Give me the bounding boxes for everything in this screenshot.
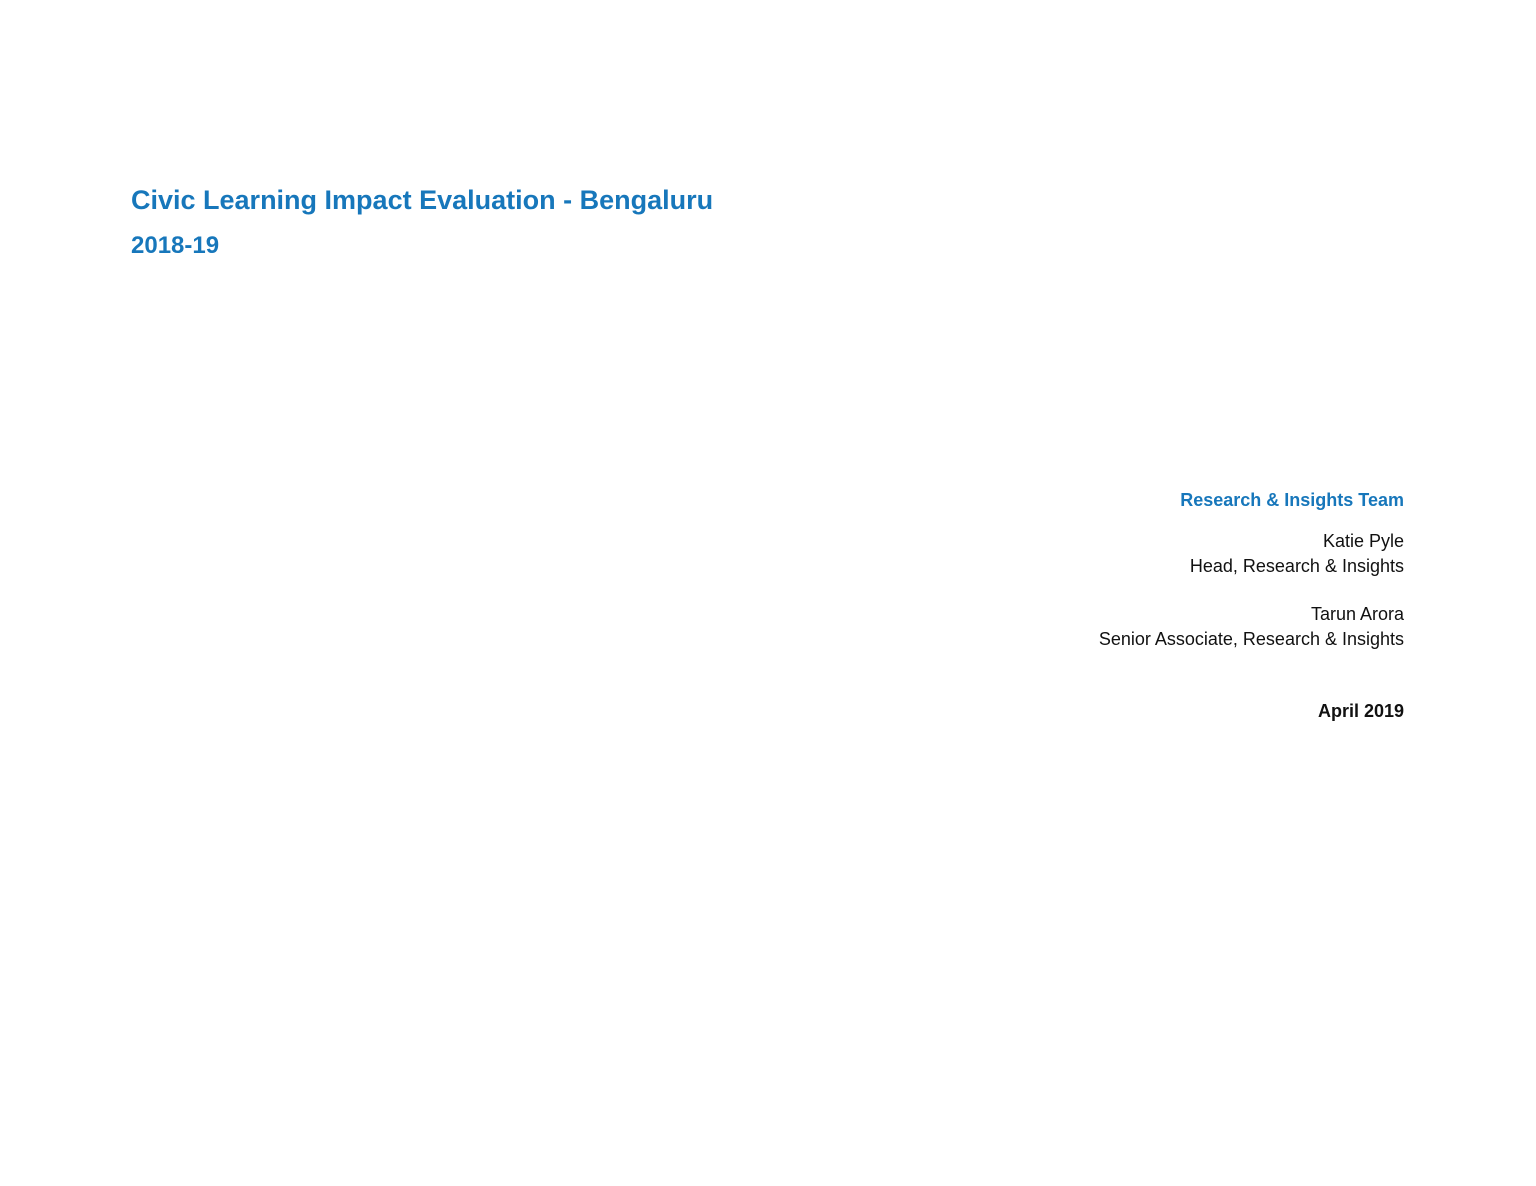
member-name: Tarun Arora: [1310, 604, 1404, 624]
document-title: Civic Learning Impact Evaluation - Bengaluru: [131, 185, 714, 215]
title-block: [131, 183, 713, 261]
member-role: Senior Associate, Research & Insights: [1098, 628, 1404, 649]
team-member: [1099, 529, 1404, 578]
member-role: Head, Research & Insights: [1189, 555, 1404, 576]
team-block: [1099, 488, 1404, 723]
member-name: Katie Pyle: [1322, 531, 1404, 551]
document-year: 2018-19: [131, 232, 220, 259]
team-member: [1099, 602, 1404, 651]
team-heading: Research & Insights Team: [1180, 490, 1404, 510]
document-date: April 2019: [1317, 701, 1404, 721]
